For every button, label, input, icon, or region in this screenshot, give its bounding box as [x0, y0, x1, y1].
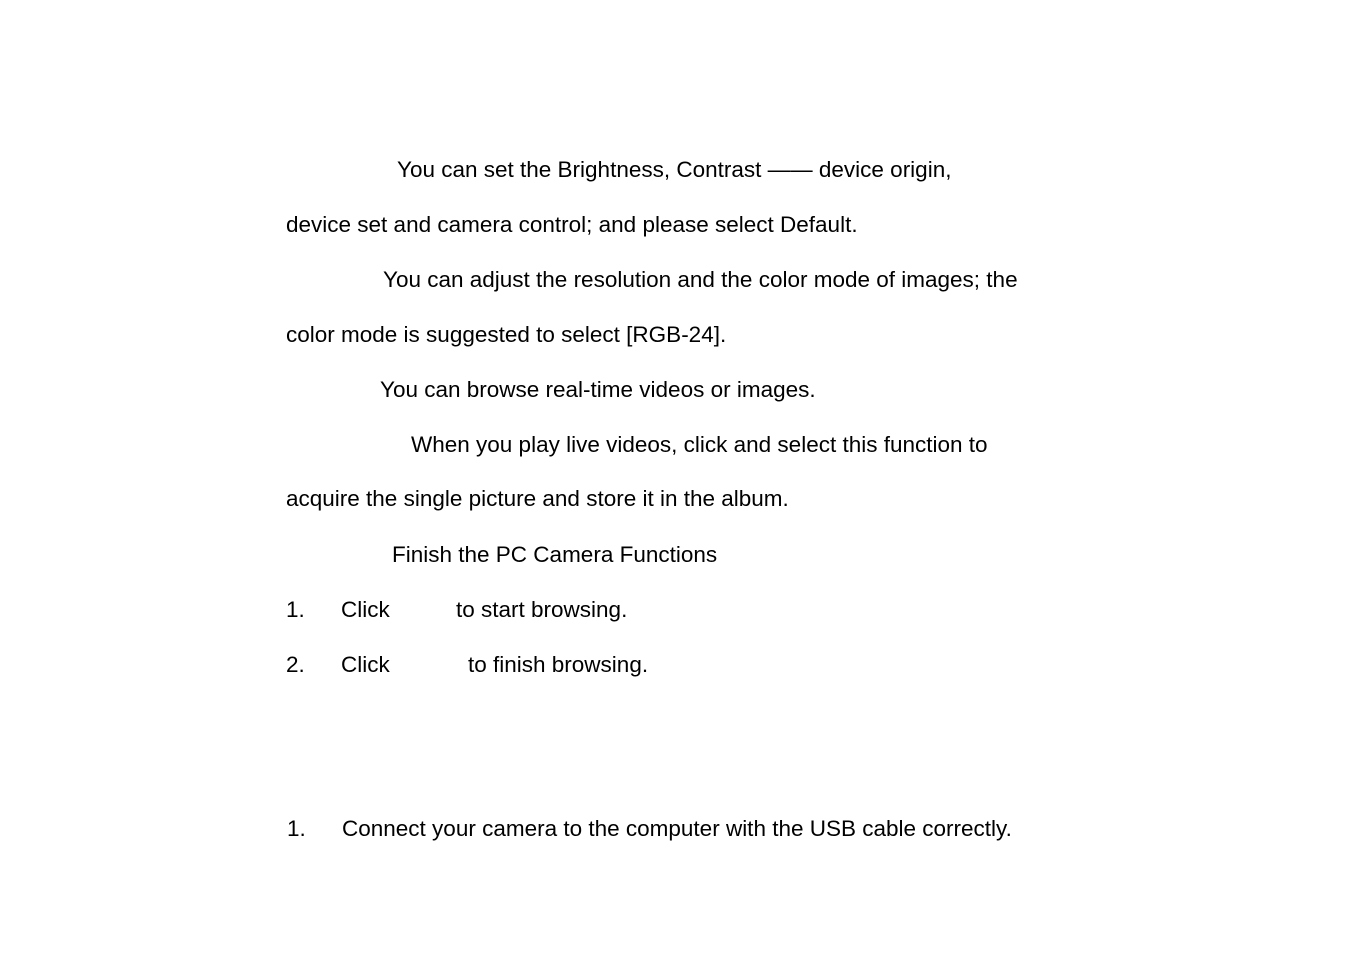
list-item-text: Connect your camera to the computer with the USB cable correctly.: [342, 816, 1012, 841]
brightness-paragraph-line-1: You can set the Brightness, Contrast —— device origin,: [397, 157, 952, 182]
list-item-suffix: to start browsing.: [456, 597, 628, 622]
brightness-paragraph-line-2: device set and camera control; and please select Default.: [286, 212, 858, 237]
capture-paragraph-line-2: acquire the single picture and store it in the album.: [286, 486, 789, 511]
capture-paragraph-line-1: When you play live videos, click and select this function to: [411, 432, 988, 457]
list-item-prefix: Click: [341, 652, 390, 677]
browse-paragraph-line-1: You can browse real-time videos or images.: [380, 377, 816, 402]
section-heading: Finish the PC Camera Functions: [392, 542, 718, 567]
resolution-paragraph-line-2: color mode is suggested to select [RGB-24].: [286, 322, 727, 347]
list-item-number: 1.: [286, 597, 305, 622]
list-item-number: 1.: [287, 816, 306, 841]
list-item-prefix: Click: [341, 597, 390, 622]
list-item-number: 2.: [286, 652, 305, 677]
list-item-suffix: to finish browsing.: [468, 652, 649, 677]
resolution-paragraph-line-1: You can adjust the resolution and the color mode of images; the: [383, 267, 1018, 292]
